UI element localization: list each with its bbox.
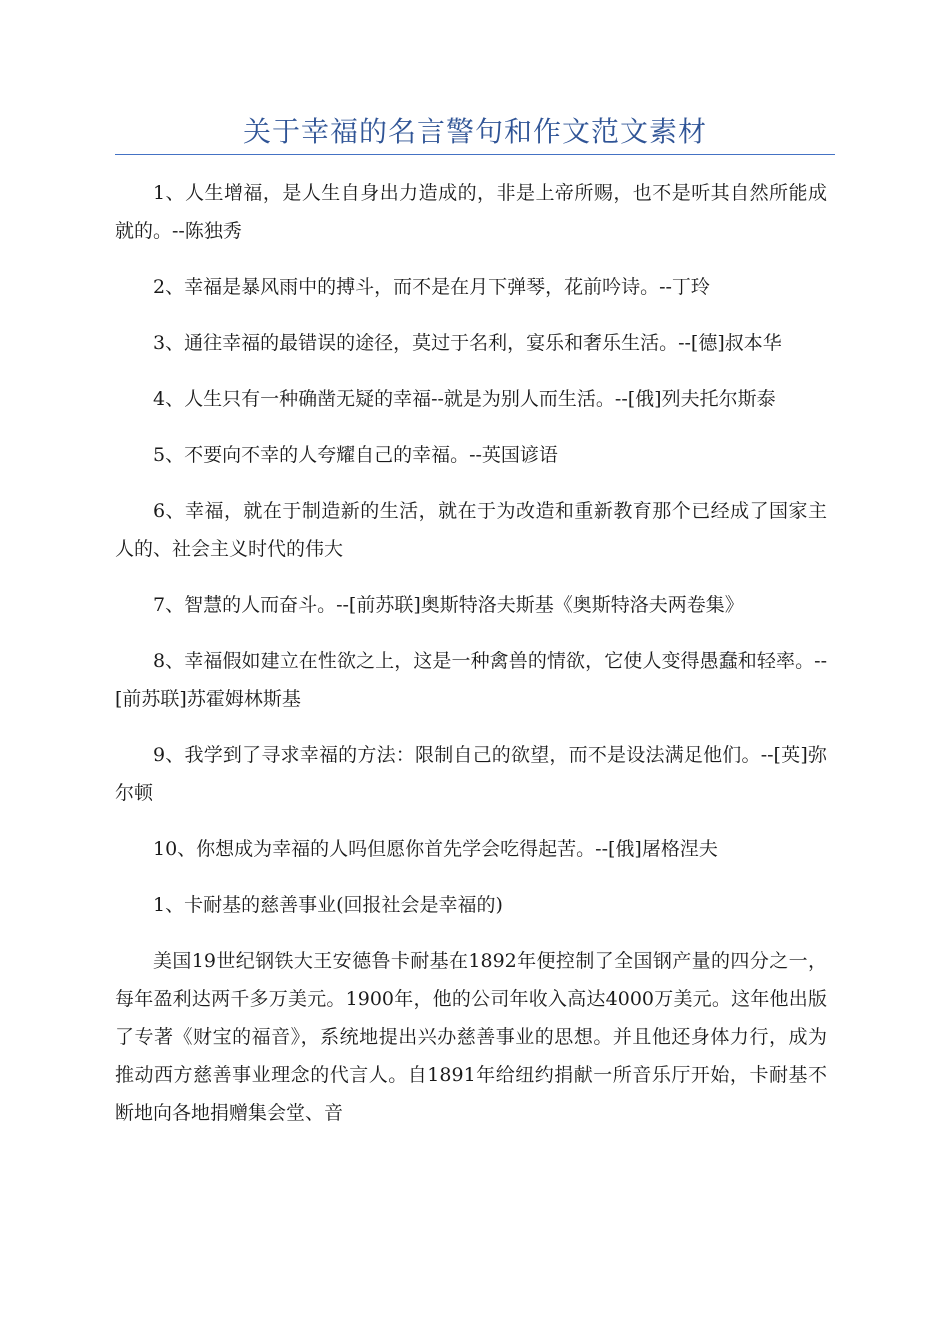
paragraph: 美国19世纪钢铁大王安德鲁卡耐基在1892年便控制了全国钢产量的四分之一，每年盈利达两千多万美元。1900年，他的公司年收入高达4000万美元。这年他出版了专著《财宝的福音》，系统地提出兴办慈善事业的思想。并且他还身体力行，成为推动西方慈善事业理念的代言人。自1891年给纽约捐献一所音乐厅开始，卡耐基不断地向各地捐赠集会堂、音 — [115, 950, 827, 1124]
paragraph: 3、通往幸福的最错误的途径，莫过于名利，宴乐和奢乐生活。--[德]叔本华 — [153, 332, 782, 354]
paragraph: 4、人生只有一种确凿无疑的幸福--就是为别人而生活。--[俄]列夫托尔斯泰 — [153, 388, 776, 410]
paragraph: 5、不要向不幸的人夸耀自己的幸福。--英国谚语 — [153, 444, 558, 466]
paragraph: 1、人生增福，是人生自身出力造成的，非是上帝所赐，也不是听其自然所能成就的。--陈独秀 — [115, 182, 827, 242]
paragraph: 10、你想成为幸福的人吗但愿你首先学会吃得起苦。--[俄]屠格涅夫 — [153, 838, 718, 860]
paragraph: 6、幸福，就在于制造新的生活，就在于为改造和重新教育那个已经成了国家主人的、社会主义时代的伟大 — [115, 500, 827, 560]
section-heading: 1、卡耐基的慈善事业(回报社会是幸福的) — [153, 894, 503, 916]
paragraph: 2、幸福是暴风雨中的搏斗，而不是在月下弹琴，花前吟诗。--丁玲 — [153, 276, 710, 298]
document-body — [115, 174, 827, 1150]
paragraph: 7、智慧的人而奋斗。--[前苏联]奥斯特洛夫斯基《奥斯特洛夫两卷集》 — [153, 594, 744, 616]
paragraph: 8、幸福假如建立在性欲之上，这是一种禽兽的情欲，它使人变得愚蠢和轻率。--[前苏联]苏霍姆林斯基 — [115, 650, 827, 710]
paragraph: 9、我学到了寻求幸福的方法：限制自己的欲望，而不是设法满足他们。--[英]弥尔顿 — [115, 744, 827, 804]
title-underline — [115, 154, 835, 155]
document-title: 关于幸福的名言警句和作文范文素材 — [242, 115, 707, 148]
